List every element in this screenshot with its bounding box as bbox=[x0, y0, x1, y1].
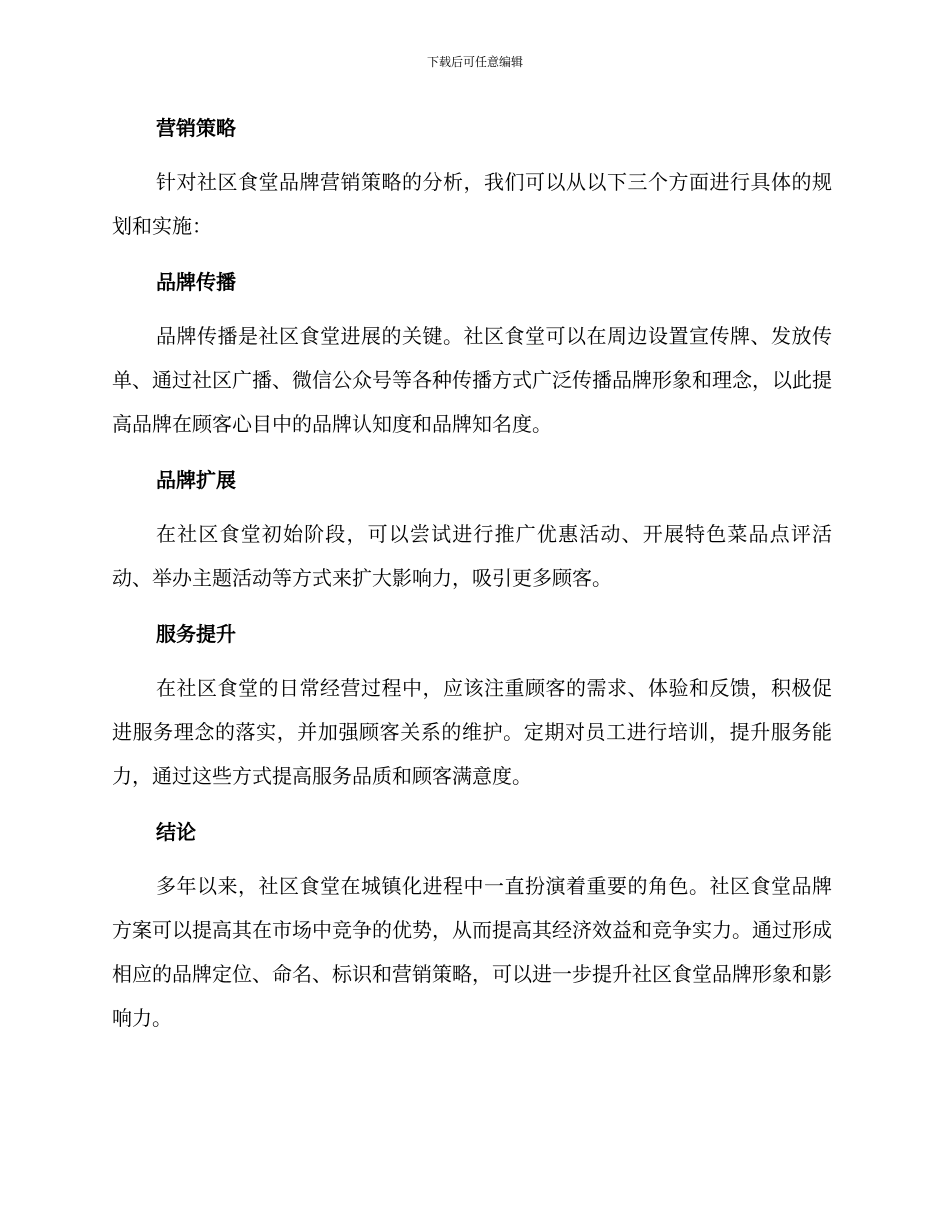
section-paragraph: 在社区食堂初始阶段，可以尝试进行推广优惠活动、开展特色菜品点评活动、举办主题活动等方式来扩大影响力，吸引更多顾客。 bbox=[112, 522, 832, 590]
section-paragraph: 在社区食堂的日常经营过程中，应该注重顾客的需求、体验和反馈，积极促进服务理念的落实，并加强顾客关系的维护。定期对员工进行培训，提升服务能力，通过这些方式提高服务品质和顾客满意度。 bbox=[112, 676, 832, 788]
section-paragraph: 多年以来，社区食堂在城镇化进程中一直扮演着重要的角色。社区食堂品牌方案可以提高其在市场中竞争的优势，从而提高其经济效益和竞争实力。通过形成相应的品牌定位、命名、标识和营销策略，可以进一步提升社区食堂品牌形象和影响力。 bbox=[112, 874, 832, 1030]
document-body bbox=[112, 110, 832, 1056]
section-paragraph: 针对社区食堂品牌营销策略的分析，我们可以从以下三个方面进行具体的规划和实施： bbox=[112, 170, 832, 238]
section-heading: 服务提升 bbox=[156, 622, 236, 646]
section-heading: 品牌扩展 bbox=[156, 468, 236, 492]
section-heading: 品牌传播 bbox=[156, 270, 236, 294]
section-marketing-strategy bbox=[112, 110, 832, 248]
section-brand-expansion bbox=[112, 462, 832, 600]
section-brand-communication bbox=[112, 264, 832, 446]
section-heading: 结论 bbox=[156, 820, 196, 844]
section-heading: 营销策略 bbox=[156, 116, 236, 140]
section-paragraph: 品牌传播是社区食堂进展的关键。社区食堂可以在周边设置宣传牌、发放传单、通过社区广播、微信公众号等各种传播方式广泛传播品牌形象和理念，以此提高品牌在顾客心目中的品牌认知度和品牌知名度。 bbox=[112, 324, 832, 436]
section-service-improvement bbox=[112, 616, 832, 798]
page-header-note: 下载后可任意编辑 bbox=[426, 55, 523, 69]
section-conclusion bbox=[112, 814, 832, 1040]
